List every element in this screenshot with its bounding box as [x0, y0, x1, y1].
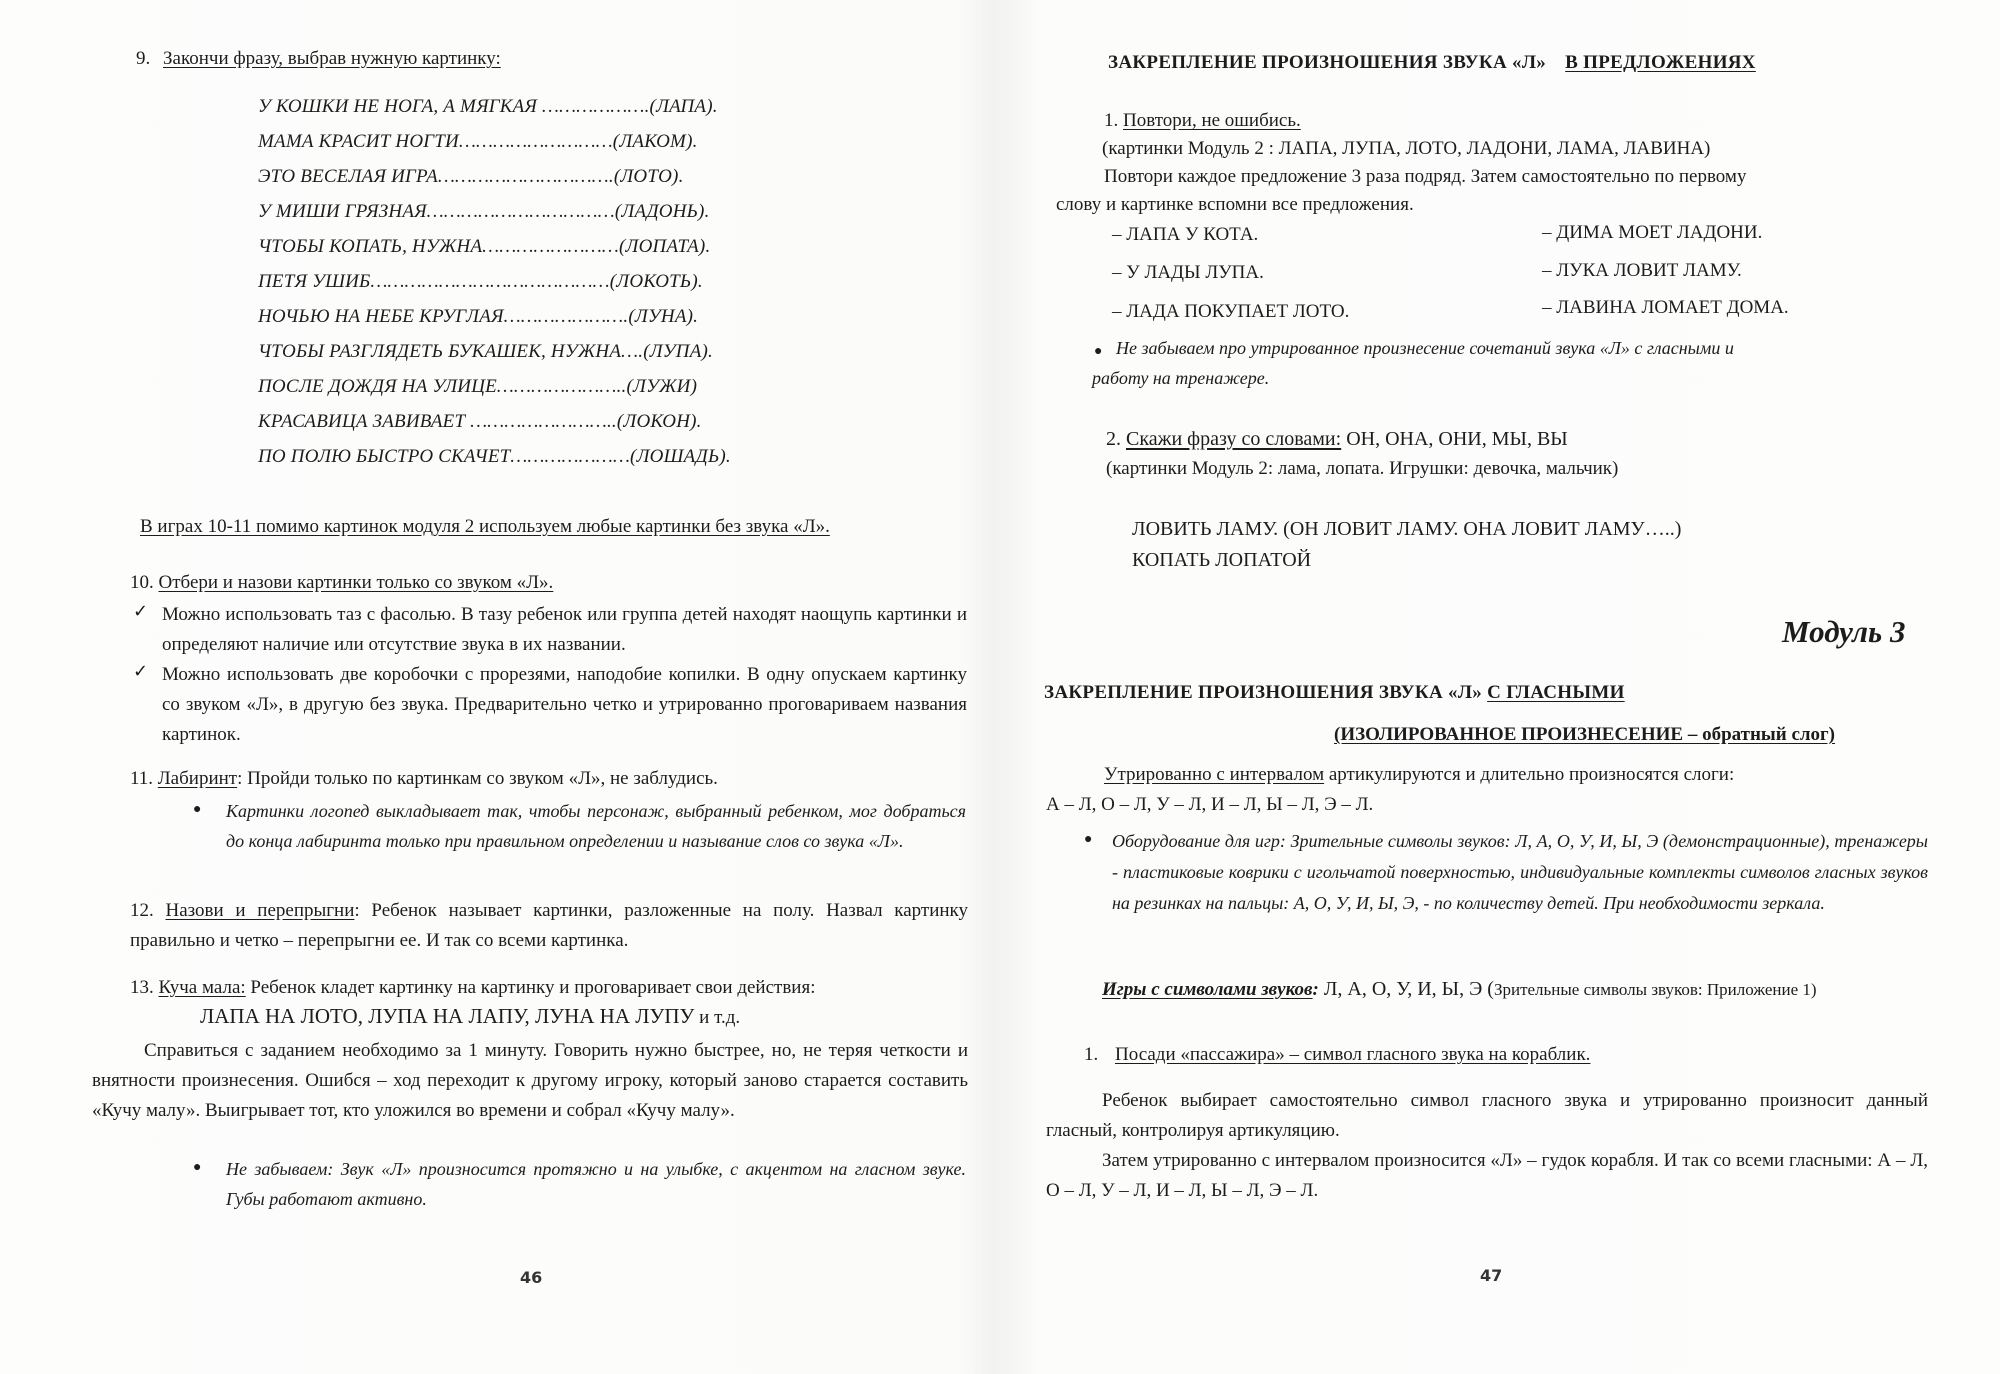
task-10-header — [130, 572, 553, 594]
task-11-note: Картинки логопед выкладывает так, чтобы персонаж, выбранный ребенком, мог добраться до конца лабиринта только при правильном определении и называние слов со звука «Л». — [226, 801, 966, 851]
answer-line: ЭТО ВЕСЕЛАЯ ИГРА………………………….(ЛОТО). — [258, 166, 684, 187]
games-symbols-title: Игры с символами звуков — [1102, 979, 1313, 1000]
page-number-right: 47 — [1480, 1266, 1503, 1285]
ex-2-number: 2. — [1106, 428, 1121, 450]
articulation-line — [1104, 764, 1734, 786]
heading-vowels — [1044, 682, 1625, 704]
heading-vowels-sub: (ИЗОЛИРОВАННОЕ ПРОИЗНЕСЕНИЕ – обратный слог) — [1334, 724, 1836, 745]
task-10-item-1: Можно использовать таз с фасолью. В тазу ребенок или группа детей находят наощупь картинки и определяют наличие или отсутствие звука в их названии. — [162, 604, 967, 655]
answer-line: ПЕТЯ УШИБ……………………………………(ЛОКОТЬ). — [258, 271, 703, 292]
task-9-number: 9. — [136, 48, 151, 69]
bullet-icon: ● — [1084, 832, 1093, 847]
ex-2-header — [1106, 428, 1568, 451]
task-10-number: 10. — [130, 572, 154, 593]
task-9-title: Закончи фразу, выбрав нужную картинку: — [163, 48, 501, 69]
task-10-item-2: Можно использовать две коробочки с прорезями, наподобие копилки. В одну опускаем картинку со звуком «Л», в другую без звука. Предварительно четко и утрированно проговариваем названия картинок. — [162, 664, 967, 745]
task-13-number: 13. — [130, 977, 154, 998]
answer-line: МАМА КРАСИТ НОГТИ………………………(ЛАКОМ). — [258, 131, 698, 152]
task-9-header — [136, 48, 501, 70]
game-1-number: 1. — [1084, 1044, 1099, 1065]
answer-line: ПО ПОЛЮ БЫСТРО СКАЧЕТ…………………(ЛОШАДЬ). — [258, 446, 731, 467]
game-1-para-1: Ребенок выбирает самостоятельно символ гласного звука и утрированно произносит данный гласный, контролируя артикуляцию. — [1046, 1090, 1928, 1141]
syllables: А – Л, О – Л, У – Л, И – Л, Ы – Л, Э – Л. — [1046, 794, 1374, 815]
task-12 — [130, 896, 968, 956]
check-icon: ✓ — [133, 661, 149, 682]
task-12-number: 12. — [130, 900, 154, 921]
bullet-icon: ● — [193, 802, 202, 817]
ex-2-words: ОН, ОНА, ОНИ, МЫ, ВЫ — [1341, 428, 1568, 450]
sentence-left: – У ЛАДЫ ЛУПА. — [1112, 262, 1264, 283]
equipment-note: Оборудование для игр: Зрительные символы звуков: Л, А, О, У, И, Ы, Э (демонстрационные), тренажеры - пластиковые коврики с игольчатой поверхностью, индивидуальные комплекты символов гласных звуков на резинках на пальцы: А, О, У, И, Ы, Э, - по количеству детей. При необходимости зеркала. — [1112, 831, 1928, 913]
bullet-icon: ● — [193, 1160, 202, 1175]
articulation-title: Утрированно с интервалом — [1104, 764, 1325, 785]
ex-1-note-2: работу на тренажере. — [1092, 368, 1270, 388]
task-13-title: Куча мала: — [158, 977, 246, 998]
task-13-example-tail: и т.д. — [694, 1007, 741, 1028]
heading-sentences-b: В ПРЕДЛОЖЕНИЯХ — [1565, 52, 1756, 73]
answer-line: НОЧЬЮ НА НЕБЕ КРУГЛАЯ………………….(ЛУНА). — [258, 306, 699, 327]
game-1-title: Посади «пассажира» – символ гласного звука на кораблик. — [1115, 1044, 1591, 1065]
game-1-header — [1084, 1044, 1590, 1066]
task-13-paragraph: Справиться с заданием необходимо за 1 минуту. Говорить нужно быстрее, но, не теряя четкости и внятности произнесения. Ошибся – ход переходит к другому игроку, который заново старается составить «Кучу малу». Выигрывает тот, кто уложился во времени и собрал «Кучу малу». — [92, 1040, 968, 1121]
answer-line: КРАСАВИЦА ЗАВИВАЕТ ……………………..(ЛОКОН). — [258, 411, 702, 432]
ex-2-title: Скажи фразу со словами: — [1126, 428, 1342, 450]
check-icon: ✓ — [133, 601, 149, 622]
ex-1-pictures: (картинки Модуль 2 : ЛАПА, ЛУПА, ЛОТО, ЛАДОНИ, ЛАМА, ЛАВИНА) — [1102, 138, 1711, 159]
ex-2-phrase-1: ЛОВИТЬ ЛАМУ. (ОН ЛОВИТ ЛАМУ. ОНА ЛОВИТ ЛАМУ…..) — [1132, 518, 1682, 540]
ex-2-phrase-2: КОПАТЬ ЛОПАТОЙ — [1132, 549, 1312, 571]
task-13-example — [200, 1004, 740, 1029]
answer-line: У КОШКИ НЕ НОГА, А МЯГКАЯ ……………….(ЛАПА). — [258, 96, 718, 117]
sentence-left: – ЛАДА ПОКУПАЕТ ЛОТО. — [1112, 301, 1350, 322]
articulation-text: артикулируются и длительно произносятся слоги: — [1324, 764, 1735, 785]
games-symbols-ref: Зрительные символы звуков: Приложение 1) — [1493, 980, 1817, 999]
module-title: Модуль 3 — [1782, 614, 1906, 649]
task-11-text: : Пройди только по картинкам со звуком «Л», не заблудись. — [237, 768, 718, 789]
task-10-title: Отбери и назови картинки только со звуком «Л». — [158, 572, 554, 593]
answer-line: ЧТОБЫ РАЗГЛЯДЕТЬ БУКАШЕК, НУЖНА….(ЛУПА). — [258, 341, 713, 362]
heading-vowels-a: ЗАКРЕПЛЕНИЕ ПРОИЗНОШЕНИЯ ЗВУКА «Л» — [1044, 682, 1483, 703]
heading-sentences — [1108, 52, 1756, 74]
task-12-text: : Ребенок называет картинки, разложенные на полу. Назвал картинку правильно и четко – перепрыгни ее. И так со всеми картинка. — [130, 900, 969, 951]
ex-1-instructions-2: слову и картинке вспомни все предложения. — [1056, 194, 1414, 215]
heading-vowels-b: С ГЛАСНЫМИ — [1487, 682, 1625, 703]
ex-1-note-1: Не забываем про утрированное произнесение сочетаний звука «Л» с гласными и — [1116, 338, 1734, 358]
sentence-right: – ДИМА МОЕТ ЛАДОНИ. — [1542, 222, 1763, 243]
heading-sentences-a: ЗАКРЕПЛЕНИЕ ПРОИЗНОШЕНИЯ ЗВУКА «Л» — [1108, 52, 1547, 73]
task-12-title: Назови и перепрыгни — [165, 900, 355, 921]
task-13-header — [130, 977, 816, 999]
game-1-para-2: Затем утрированно с интервалом произносится «Л» – гудок корабля. И так со всеми гласными: А – Л, О – Л, У – Л, И – Л, Ы – Л, Э – Л. — [1046, 1150, 1928, 1201]
sentence-right: – ЛАВИНА ЛОМАЕТ ДОМА. — [1542, 297, 1789, 318]
ex-1-instructions: Повтори каждое предложение 3 раза подряд. Затем самостоятельно по первому — [1104, 166, 1747, 187]
page-number-left: 46 — [520, 1268, 543, 1287]
answer-line: ПОСЛЕ ДОЖДЯ НА УЛИЦЕ…………………..(ЛУЖИ) — [258, 376, 698, 397]
answer-line: У МИШИ ГРЯЗНАЯ……………………………(ЛАДОНЬ). — [258, 201, 710, 222]
ex-2-pictures: (картинки Модуль 2: лама, лопата. Игрушки: девочка, мальчик) — [1106, 458, 1619, 479]
ex-1-title: Повтори, не ошибись. — [1123, 110, 1301, 131]
right-page — [1000, 0, 2000, 1374]
games-note: В играх 10-11 помимо картинок модуля 2 используем любые картинки без звука «Л». — [140, 516, 830, 537]
task-13-note: Не забываем: Звук «Л» произносится протяжно и на улыбке, с акцентом на гласном звуке. Губы работают активно. — [226, 1159, 966, 1209]
games-symbols-letters: Л, А, О, У, И, Ы, Э ( — [1318, 978, 1494, 1000]
ex-1-number: 1. — [1104, 110, 1119, 131]
task-11-title: Лабиринт — [157, 768, 238, 789]
task-11-header — [130, 768, 718, 790]
sentence-left: – ЛАПА У КОТА. — [1112, 224, 1259, 245]
task-11-number: 11. — [130, 768, 154, 789]
games-symbols-line: Игры с символами звуков: Л, А, О, У, И, Ы, Э (Зрительные символы звуков: Приложение 1) — [1102, 978, 1817, 1000]
task-13-text: Ребенок кладет картинку на картинку и проговаривает свои действия: — [245, 977, 816, 998]
task-13-example-caps: ЛАПА НА ЛОТО, ЛУПА НА ЛАПУ, ЛУНА НА ЛУПУ — [200, 1004, 695, 1028]
answer-line: ЧТОБЫ КОПАТЬ, НУЖНА……………………(ЛОПАТА). — [258, 236, 711, 257]
sentence-right: – ЛУКА ЛОВИТ ЛАМУ. — [1542, 260, 1742, 281]
ex-1-header — [1104, 110, 1301, 132]
bullet-icon: ● — [1094, 344, 1103, 359]
